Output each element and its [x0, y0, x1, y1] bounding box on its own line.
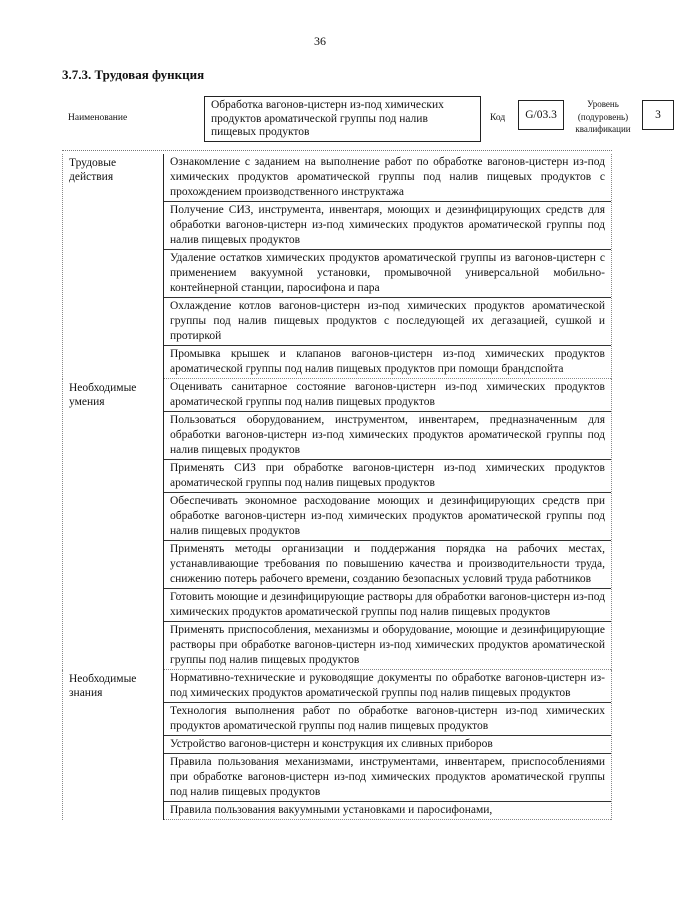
name-label: Наименование	[68, 113, 128, 123]
code-label: Код	[490, 113, 506, 123]
group-cells	[163, 154, 611, 379]
group-cells	[163, 670, 611, 820]
table-group	[62, 670, 612, 820]
function-code: G/03.3	[518, 100, 564, 130]
table-cell: Нормативно-технические и руководящие документы по обработке вагонов-цистерн из-под химических продуктов ароматической группы под налив пищевых продуктов	[164, 670, 611, 703]
qualification-level: 3	[642, 100, 674, 130]
table-cell: Готовить моющие и дезинфицирующие растворы для обработки вагонов-цистерн из-под химических продуктов ароматической группы под налив пищевых продуктов	[164, 589, 611, 622]
table-cell: Промывка крышек и клапанов вагонов-цистерн из-под химических продуктов ароматической группы под налив пищевых продуктов при помощи брандспойта	[164, 346, 611, 379]
function-name: Обработка вагонов-цистерн из-под химических продуктов ароматической группы под налив пищевых продуктов	[204, 96, 481, 142]
header-divider	[62, 150, 612, 151]
function-header	[62, 96, 661, 148]
table-cell: Пользоваться оборудованием, инструментом, инвентарем, предназначенным для обработки вагонов-цистерн из-под химических продуктов ароматической группы под налив пищевых продуктов	[164, 412, 611, 460]
table-cell: Получение СИЗ, инструмента, инвентаря, моющих и дезинфицирующих средств для обработки вагонов-цистерн из-под химических продуктов ароматической группы под налив пищевых продуктов	[164, 202, 611, 250]
table-cell: Удаление остатков химических продуктов ароматической группы из вагонов-цистерн с применением вакуумной установки, промывочной универсальной мобильно-контейнерной станции, паросифона и пара	[164, 250, 611, 298]
table-cell: Охлаждение котлов вагонов-цистерн из-под химических продуктов ароматической группы под налив пищевых продуктов с последующей их дегазацией, сушкой и протиркой	[164, 298, 611, 346]
group-label: Трудовые действия	[69, 157, 117, 183]
table-cell: Применять СИЗ при обработке вагонов-цистерн из-под химических продуктов ароматической группы под налив пищевых продуктов	[164, 460, 611, 493]
page-number: 36	[314, 34, 326, 48]
table-cell: Применять приспособления, механизмы и оборудование, моющие и дезинфицирующие растворы при обработке вагонов-цистерн из-под химических продуктов ароматической группы под налив пищевых продуктов	[164, 622, 611, 670]
group-label: Необходимые знания	[69, 673, 137, 699]
group-cells	[163, 379, 611, 670]
table-cell: Обеспечивать экономное расходование моющих и дезинфицирующих средств при обработке вагонов-цистерн из-под химических продуктов ароматической группы под налив пищевых продуктов	[164, 493, 611, 541]
table-cell: Правила пользования механизмами, инструментами, инвентарем, приспособлениями при обработке вагонов-цистерн из-под химических продуктов ароматической группы под налив пищевых продуктов	[164, 754, 611, 802]
table-group	[62, 154, 612, 379]
table-cell: Оценивать санитарное состояние вагонов-цистерн из-под химических продуктов ароматической группы под налив пищевых продуктов	[164, 379, 611, 412]
function-table	[62, 154, 612, 820]
table-cell: Технология выполнения работ по обработке вагонов-цистерн из-под химических продуктов ароматической группы под налив пищевых продуктов	[164, 703, 611, 736]
table-cell: Ознакомление с заданием на выполнение работ по обработке вагонов-цистерн из-под химических продуктов ароматической группы под налив пищевых продуктов с прохождением производственного инструктажа	[164, 154, 611, 202]
table-cell: Устройство вагонов-цистерн и конструкция их сливных приборов	[164, 736, 611, 754]
table-cell: Правила пользования вакуумными установками и паросифонами,	[164, 802, 611, 820]
table-group	[62, 379, 612, 670]
level-label: Уровень (подуровень) квалификации	[575, 99, 631, 134]
group-label: Необходимые умения	[69, 382, 137, 408]
table-cell: Применять методы организации и поддержания порядка на рабочих местах, устанавливающие требования по повышению качества и производительности труда, снижению потерь рабочего времени, созданию безопасных условий труда работников	[164, 541, 611, 589]
section-title: 3.7.3. Трудовая функция	[62, 67, 205, 82]
